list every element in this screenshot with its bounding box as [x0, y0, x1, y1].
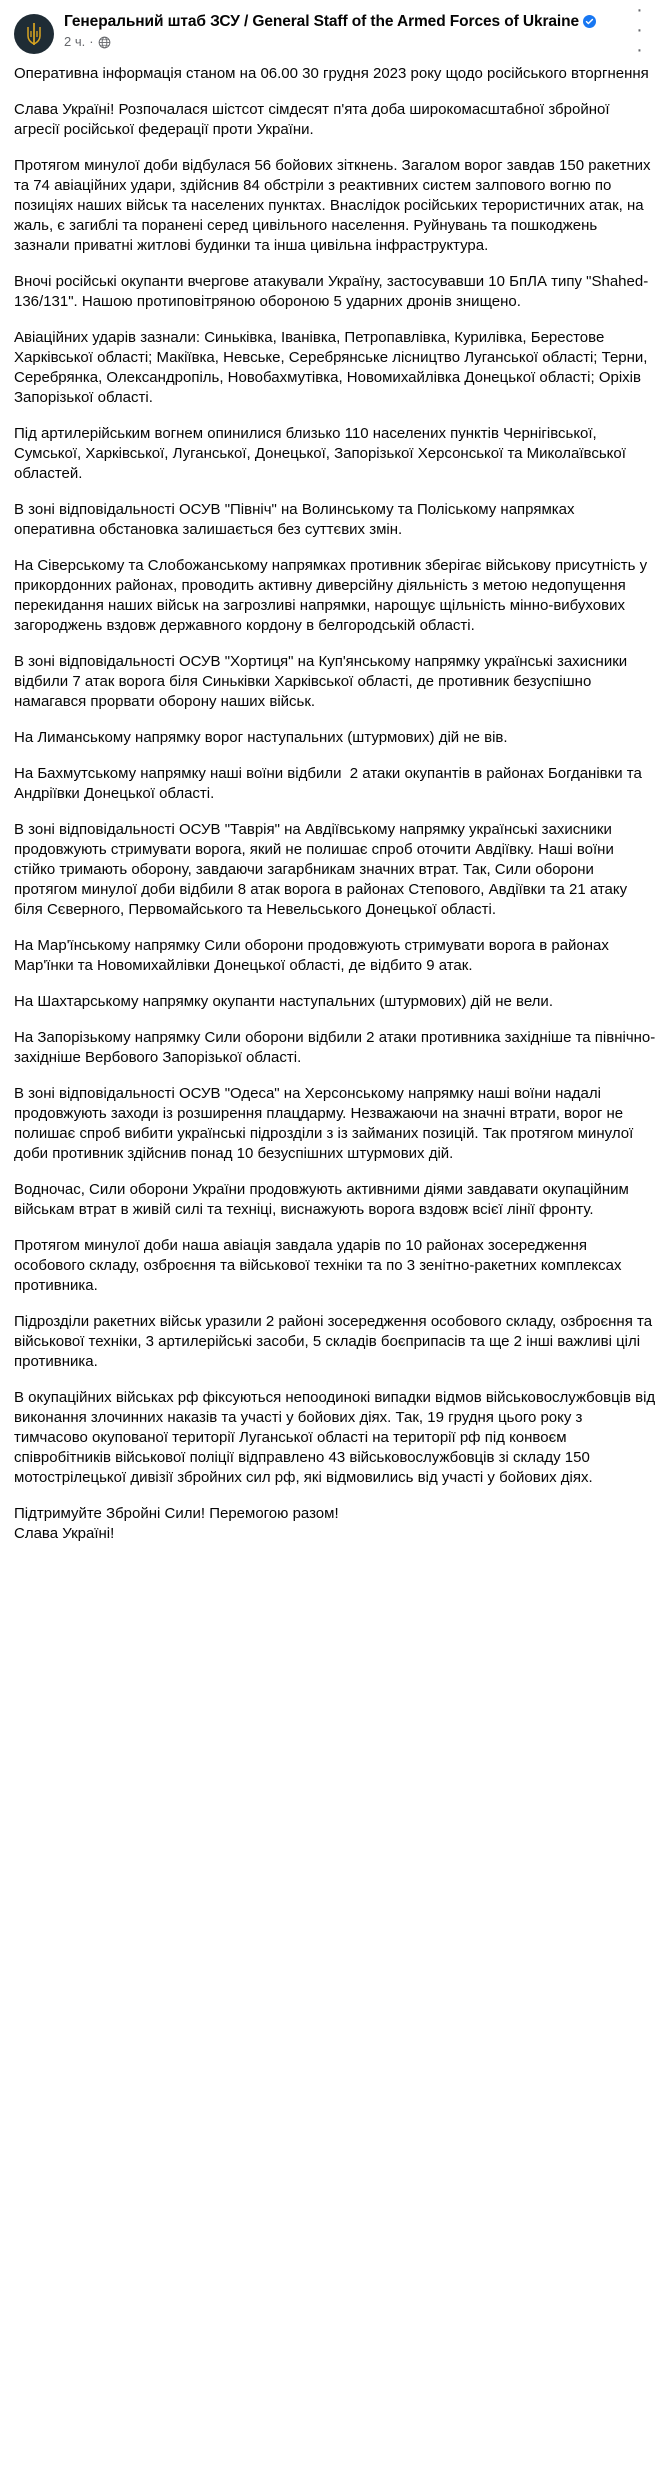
- post-options-button[interactable]: · · ·: [624, 14, 656, 46]
- post-paragraph: Під артилерійським вогнем опинилися близько 110 населених пунктів Чернігівської, Сумської, Харківської, Луганської, Донецької, Запорізької Херсонської та Миколаївської областей.: [14, 425, 631, 482]
- avatar[interactable]: [14, 14, 54, 54]
- post-paragraph: Підрозділи ракетних військ уразили 2 районі зосередження особового складу, озброєння та військової техніки, 3 артилерійські засоби, 5 складів боєприпасів та ще 2 інші важливі цілі противника.: [14, 1313, 657, 1370]
- post-author-line: [64, 12, 624, 32]
- post-paragraph: Вночі російські окупанти вчергове атакували Україну, застосувавши 10 БпЛА типу "Shahed-136/131". Нашою протиповітряною обороною 5 ударних дронів знищено.: [14, 273, 649, 310]
- post-header-text: [54, 12, 624, 50]
- verified-badge-icon: [583, 14, 596, 27]
- post-author-name[interactable]: Генеральний штаб ЗСУ / General Staff of the Armed Forces of Ukraine: [64, 13, 580, 30]
- post-paragraph: На Сіверському та Слобожанському напрямках противник зберігає військову присутність у прикордонних районах, проводить активну диверсійну діяльність з метою недопущення перекидання наших військ на загрозливі напрямки, нарощує щільність мінно-вибухових загороджень вздовж державного кордону в белгородській області.: [14, 557, 652, 634]
- post-header: [0, 0, 670, 61]
- post-body: [0, 58, 670, 1560]
- globe-icon: [98, 36, 111, 49]
- post-paragraph: В зоні відповідальності ОСУВ "Хортиця" на Куп'янському напрямку українські захисники відбили 7 атак ворога біля Синьківки Харківської області, де противник безуспішно намагався прорвати оборону наших військ.: [14, 653, 632, 710]
- meta-separator: ·: [89, 34, 94, 49]
- post-paragraph: В зоні відповідальності ОСУВ "Північ" на Волинському та Поліському напрямках оперативна обстановка залишається без суттєвих змін.: [14, 501, 579, 538]
- post-paragraph: Водночас, Сили оборони України продовжують активними діями завдавати окупаційним військам втрат в живій силі та техніці, виснажують ворога вздовж всієї лінії фронту.: [14, 1181, 634, 1218]
- post-meta: [64, 34, 624, 50]
- post-paragraph: На Шахтарському напрямку окупанти наступальних (штурмових) дій не вели.: [14, 993, 553, 1010]
- post-paragraph: Слава Україні!: [14, 1525, 115, 1542]
- trident-emblem-icon: [26, 22, 42, 46]
- post-timestamp[interactable]: 2 ч.: [64, 34, 86, 49]
- post-paragraph: В окупаційних військах рф фіксуються непоодинокі випадки відмов військовослужбовців від виконання злочинних наказів та участі у бойових діях. Так, 19 грудня цього року з тимчасово окупованої території Луганської області на території рф під конвоєм співробітників військової поліції відправлено 43 військовослужбовців зі складу 150 мотострілецької дивізії збройних сил рф, які відмовились від участі у бойових діях.: [14, 1389, 660, 1486]
- post-paragraph: Слава Україні! Розпочалася шістсот сімдесят п'ята доба широкомасштабної збройної агресії російської федерації проти України.: [14, 101, 614, 138]
- post-paragraph: В зоні відповідальності ОСУВ "Одеса" на Херсонському напрямку наші воїни надалі продовжують заходи із розширення плацдарму. Незважаючи на значні втрати, ворог не полишає спроб вибити українські підрозділи з із займаних позицій. Так протягом минулої доби противник здійснив понад 10 безуспішних штурмових дій.: [14, 1085, 638, 1162]
- post-paragraph: В зоні відповідальності ОСУВ "Таврія" на Авдіївському напрямку українські захисники продовжують стримувати ворога, який не полишає спроб оточити Авдіївку. Наші воїни стійко тримають оборону, завдаючи загарбникам значних втрат. Так, Сили оборони протягом минулої доби відбили 8 атак ворога в районах Степового, Авдіївки та 21 атаку біля Сєверного, Первомайського та Невельського Донецької області.: [14, 821, 632, 918]
- post-paragraph: На Мар'їнському напрямку Сили оборони продовжують стримувати ворога в районах Мар'їнки та Новомихайлівки Донецької області, де відбито 9 атак.: [14, 937, 614, 974]
- post-paragraph: На Запорізькому напрямку Сили оборони відбили 2 атаки противника західніше та північно-західніше Вербового Запорізької області.: [14, 1029, 656, 1066]
- post-paragraph: Оперативна інформація станом на 06.00 30 грудня 2023 року щодо російського вторгнення: [14, 65, 649, 82]
- post-paragraph: На Бахмутському напрямку наші воїни відбили 2 атаки окупантів в районах Богданівки та Андріївки Донецької області.: [14, 765, 646, 802]
- post-paragraph: Протягом минулої доби відбулася 56 бойових зіткнень. Загалом ворог завдав 150 ракетних та 74 авіаційних удари, здійснив 84 обстріли з реактивних систем залпового вогню по позиціях наших військ та населених пунктах. Внаслідок російських терористичних атак, на жаль, є загиблі та поранені серед цивільного населення. Руйнувань та пошкоджень зазнали приватні житлові будинки та інша цивільна інфраструктура.: [14, 157, 655, 254]
- post-paragraph: Авіаційних ударів зазнали: Синьківка, Іванівка, Петропавлівка, Курилівка, Берестове Харківської області; Макіївка, Невське, Серебрянське лісництво Луганської області; Терни, Серебрянка, Олександропіль, Новобахмутівка, Новомихайлівка Донецької області; Оріхів Запорізької області.: [14, 329, 652, 406]
- post-paragraph: Протягом минулої доби наша авіація завдала ударів по 10 районах зосередження особового складу, озброєння та військової техніки та по 3 зенітно-ракетних комплексах противника.: [14, 1237, 626, 1294]
- post-paragraph: На Лиманському напрямку ворог наступальних (штурмових) дій не вів.: [14, 729, 508, 746]
- post-paragraph: Підтримуйте Збройні Сили! Перемогою разом!: [14, 1505, 339, 1522]
